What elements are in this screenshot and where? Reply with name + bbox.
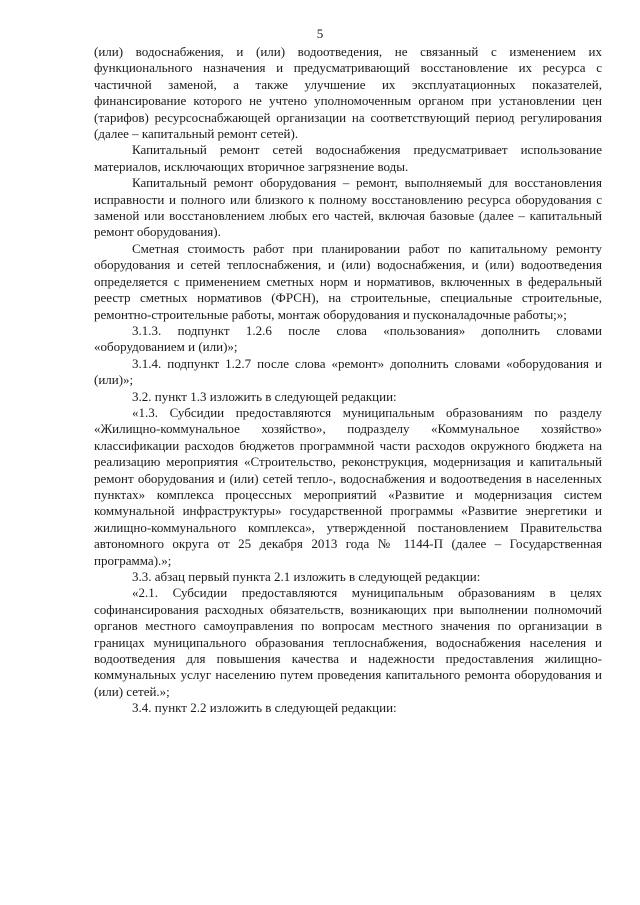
paragraph-3-1-4: 3.1.4. подпункт 1.2.7 после слова «ремонт» дополнить словами «оборудования и (или)»; xyxy=(94,355,602,388)
paragraph-3-3: 3.3. абзац первый пункта 2.1 изложить в следующей редакции: xyxy=(132,569,481,584)
paragraph-3-1-3: 3.1.3. подпункт 1.2.6 после слова «пользования» дополнить словами «оборудованием и (или)»; xyxy=(94,322,602,355)
page-number: 5 xyxy=(316,26,324,41)
paragraph-estimate-cost: Сметная стоимость работ при планировании работ по капитальному ремонту оборудования и сетей теплоснабжения, и (или) водоснабжения, и (или) водоотведения определяется с применением сметных норм и нормативов, включенных в федеральный реестр сметных нормативов (ФРСН), на строительные, специальные строительные, ремонтно-строительные работы, монтаж оборудования и пусконаладочные работы;»; xyxy=(94,240,602,322)
paragraph-1-3: «1.3. Субсидии предоставляются муниципальным образованиям по разделу «Жилищно-коммунальное хозяйство», подразделу «Коммунальное хозяйство» классификации расходов бюджетов программной части расходов окружного бюджета на реализацию мероприятия «Строительство, реконструкция, модернизация и капитальный ремонт оборудования и (или) сетей тепло-, водоснабжения и водоотведения в населенных пунктах» комплекса процессных мероприятий «Развитие и модернизация систем коммунальной инфраструктуры» государственной программы «Развитие энергетики и жилищно-коммунального комплекса», утвержденной постановлением Правительства автономного округа от 25 декабря 2013 года № 1144-П (далее – Государственная программа).»; xyxy=(94,404,602,568)
paragraph-3-4: 3.4. пункт 2.2 изложить в следующей редакции: xyxy=(132,700,397,716)
paragraph-continuation: (или) водоснабжения, и (или) водоотведения, не связанный с изменением их функционального назначения и предусматривающий восстановление их ресурса с частичной заменой, а также улучшение их эксплуатационных показателей, финансирование которого не учтено уполномоченным органом при установлении цен (тарифов) ресурсоснабжающей организации на соответствующий период регулирования (далее – капитальный ремонт сетей). xyxy=(94,44,602,142)
document-body xyxy=(94,44,602,717)
paragraph-equipment-repair: Капитальный ремонт оборудования – ремонт, выполняемый для восстановления исправности и полного или близкого к полному восстановлению ресурса оборудования с заменой или восстановлением любых его частей, включая базовые (далее – капитальный ремонт оборудования). xyxy=(94,175,602,240)
paragraph-3-2: 3.2. пункт 1.3 изложить в следующей редакции: xyxy=(132,388,397,404)
paragraph-networks-repair: Капитальный ремонт сетей водоснабжения предусматривает использование материалов, исключающих вторичное загрязнение воды. xyxy=(94,142,602,174)
paragraph-2-1: «2.1. Субсидии предоставляются муниципальным образованиям в целях софинансирования расходных обязательств, возникающих при выполнении полномочий органов местного самоуправления по вопросам местного значения по организации в границах муниципального образования теплоснабжения, водоснабжения населения и водоотведения для повышения качества и надежности предоставления жилищно-коммунальных услуг населению путем проведения капитального ремонта оборудования и (или) сетей.»; xyxy=(94,585,602,699)
